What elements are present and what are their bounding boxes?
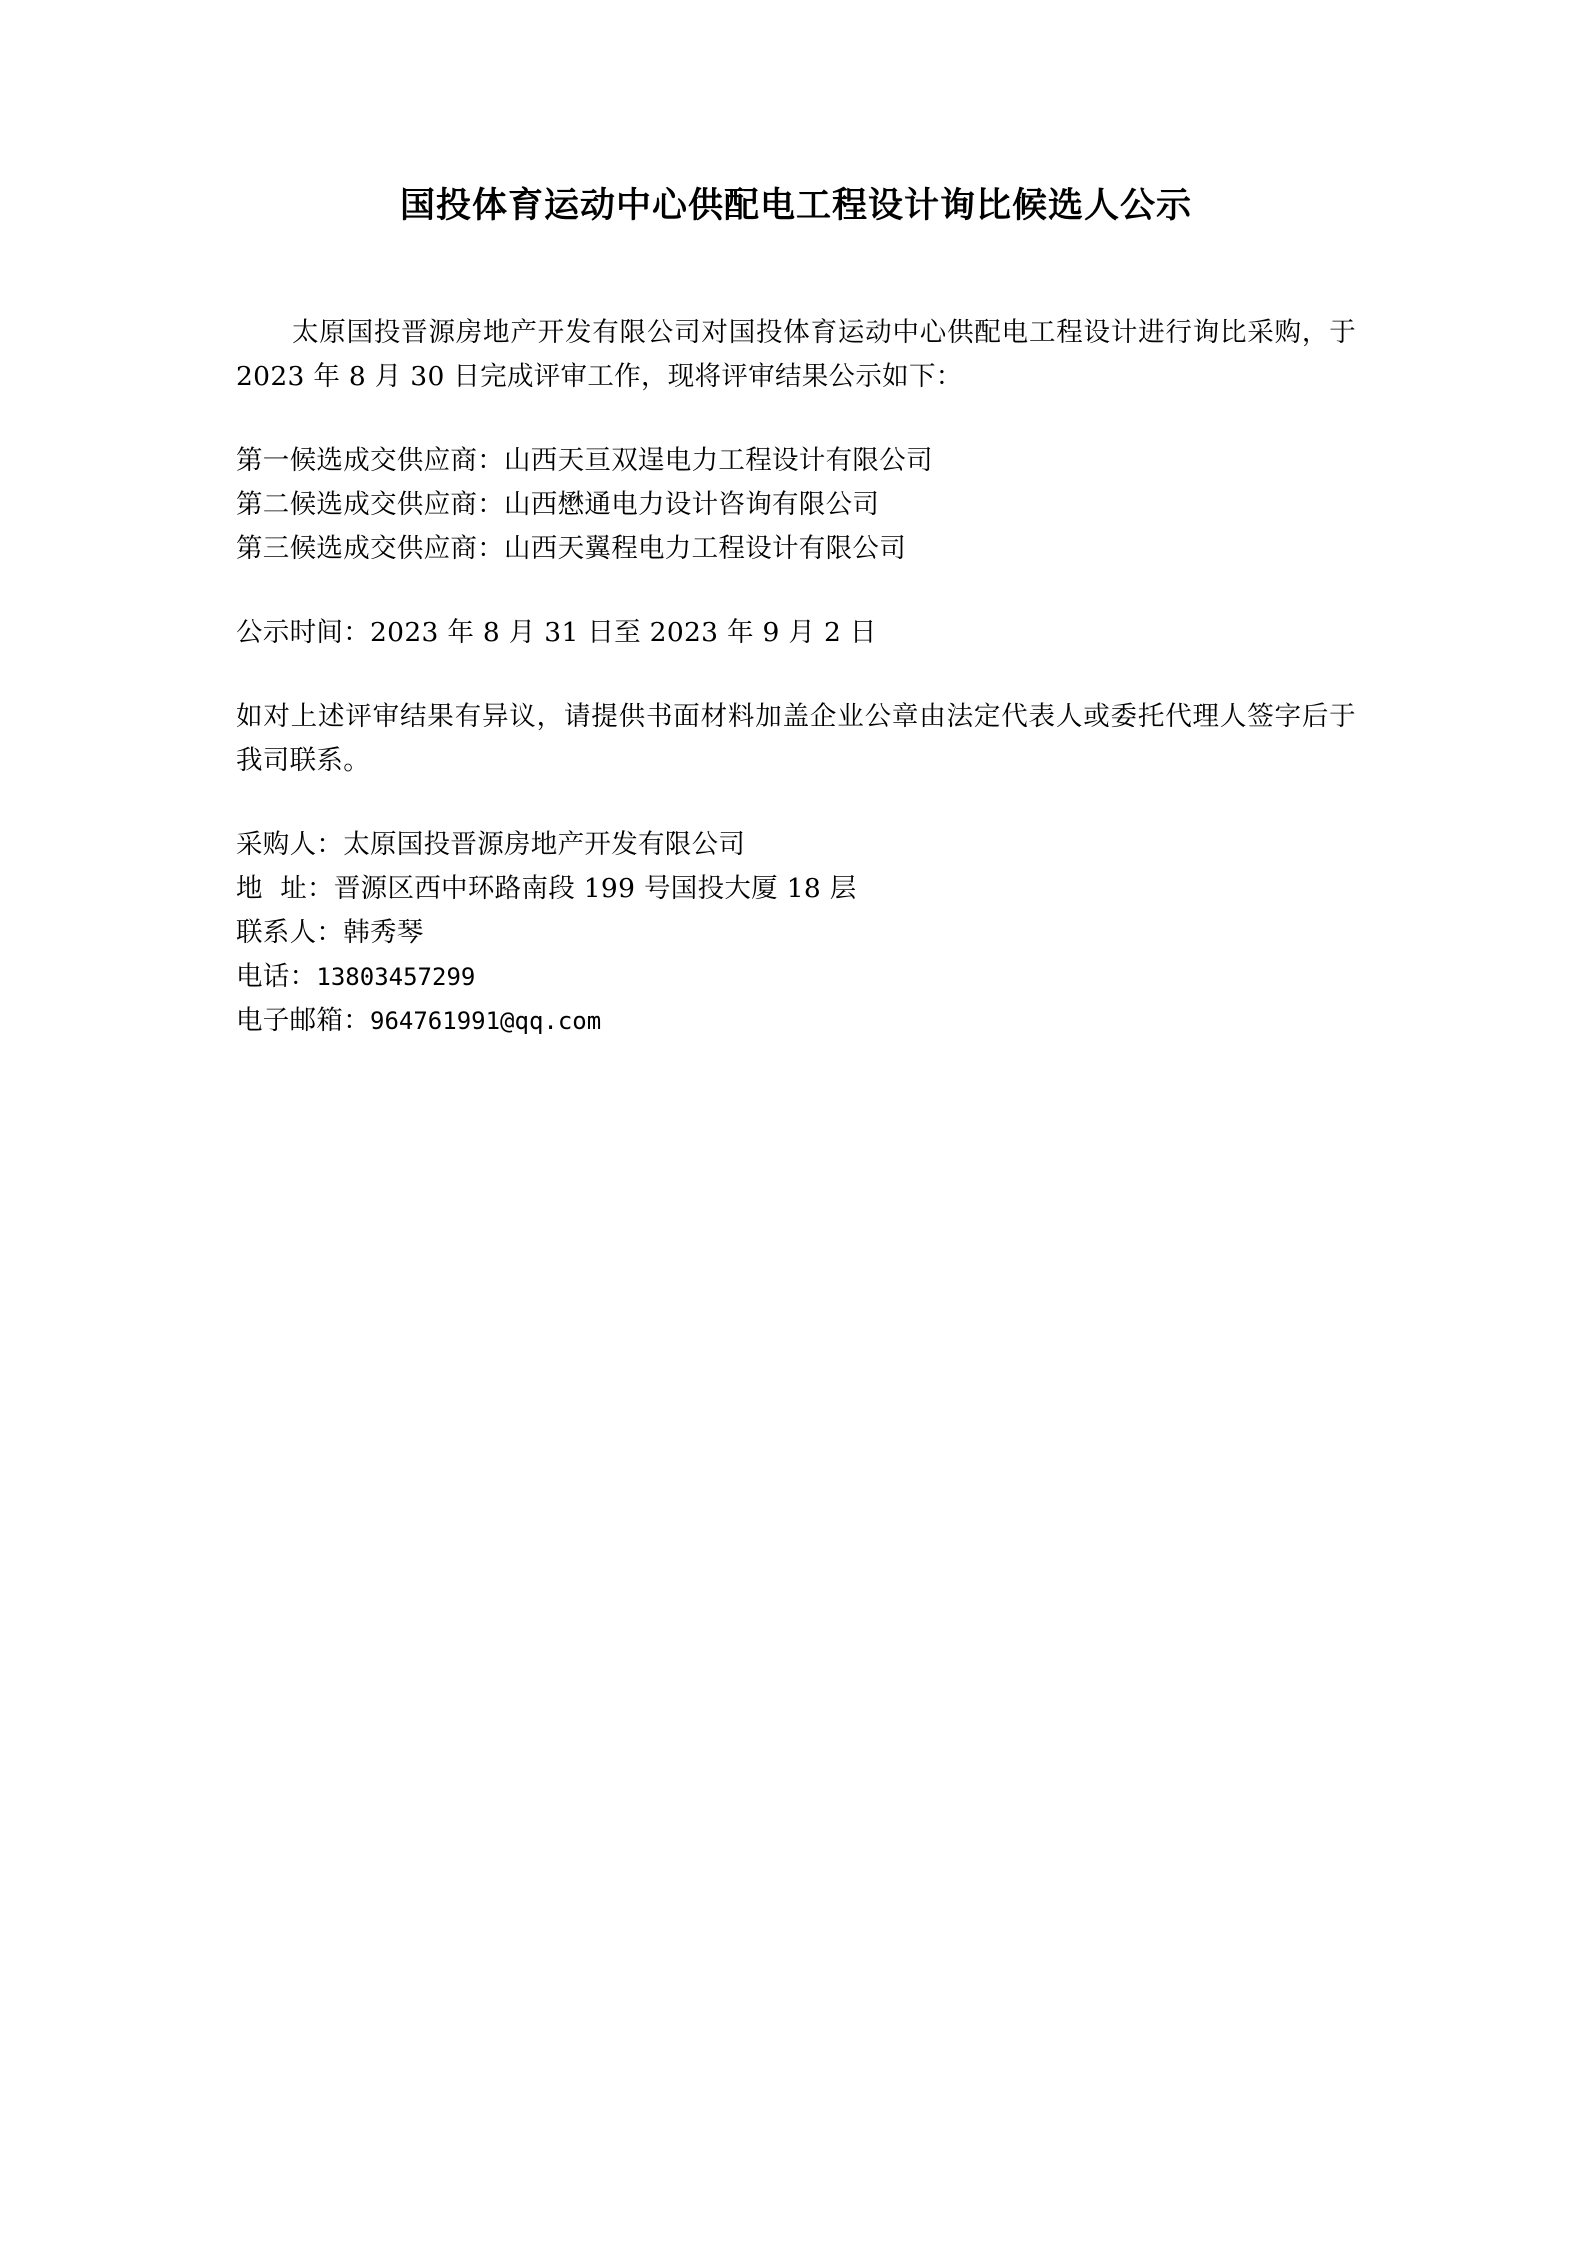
contact-purchaser: 采购人：太原国投晋源房地产开发有限公司: [236, 828, 746, 860]
contact-block: [236, 823, 1356, 1043]
document-body: [236, 180, 1356, 1043]
contact-email: [236, 999, 1356, 1043]
page-title: 国投体育运动中心供配电工程设计询比候选人公示: [399, 185, 1192, 226]
contact-phone: [236, 955, 1356, 999]
spacer-after-notice: [236, 655, 1356, 695]
title-spacer: [236, 233, 1356, 311]
contact-phone-label: 电话：: [236, 960, 317, 992]
notice-period: 公示时间：2023 年 8 月 31 日至 2023 年 9 月 2 日: [236, 616, 877, 648]
spacer-after-intro: [236, 399, 1356, 439]
intro-paragraph: 太原国投晋源房地产开发有限公司对国投体育运动中心供配电工程设计进行询比采购，于 2023 年 8 月 30 日完成评审工作，现将评审结果公示如下：: [236, 316, 1356, 392]
contact-person: 联系人：韩秀琴: [236, 916, 424, 948]
candidate-third: 第三候选成交供应商：山西天翼程电力工程设计有限公司: [236, 532, 906, 564]
contact-email-label: 电子邮箱：: [236, 1004, 370, 1036]
contact-address: 地 址：晋源区西中环路南段 199 号国投大厦 18 层: [236, 872, 857, 904]
spacer-after-objection: [236, 783, 1356, 823]
objection-paragraph: 如对上述评审结果有异议，请提供书面材料加盖企业公章由法定代表人或委托代理人签字后于我司联系。: [236, 700, 1356, 776]
candidate-second: 第二候选成交供应商：山西懋通电力设计咨询有限公司: [236, 488, 880, 520]
contact-email-value: 964761991@qq.com: [370, 1006, 602, 1035]
contact-phone-value: 13803457299: [316, 962, 476, 991]
spacer-after-candidates: [236, 571, 1356, 611]
candidate-first: 第一候选成交供应商：山西天亘双逞电力工程设计有限公司: [236, 444, 933, 476]
